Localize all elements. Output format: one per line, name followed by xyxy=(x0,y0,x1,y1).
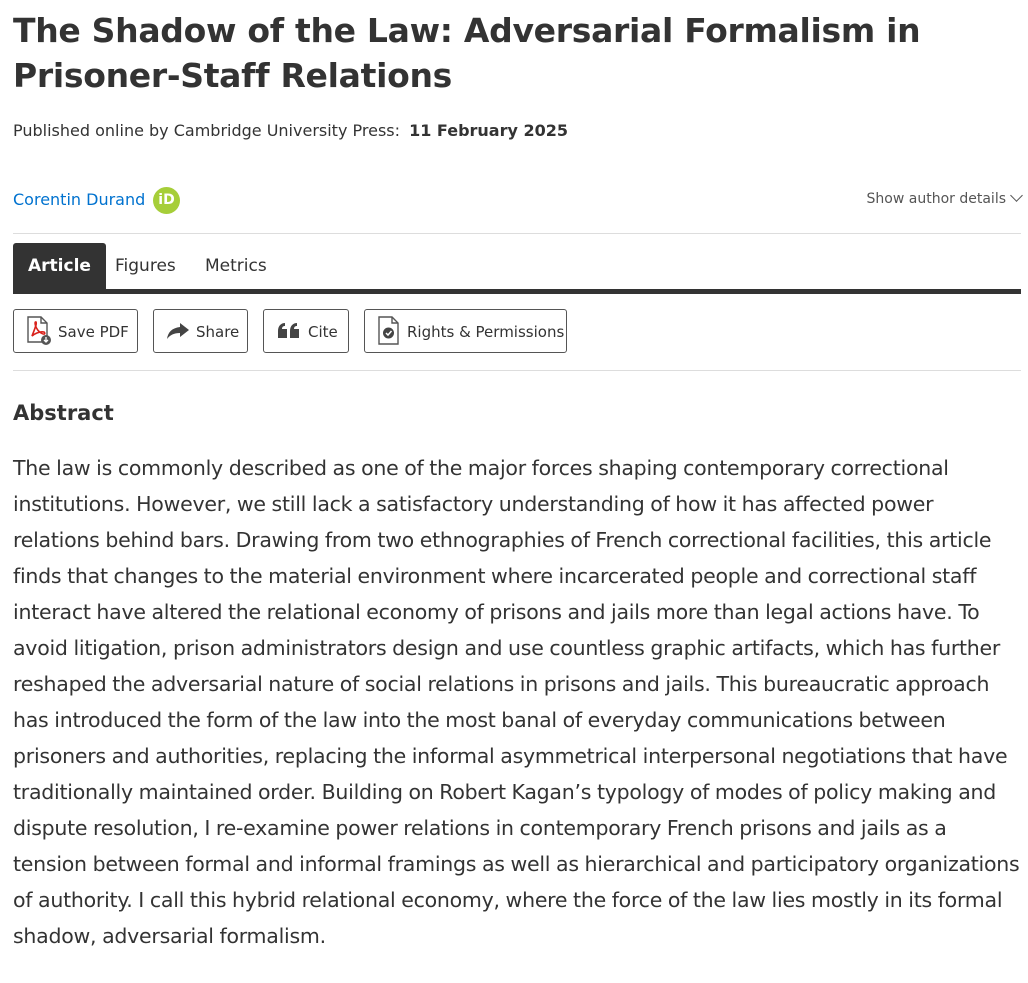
tab-article[interactable]: Article xyxy=(13,243,106,289)
article-tabs xyxy=(13,243,1021,294)
pdf-download-icon xyxy=(26,316,52,346)
show-author-details-toggle[interactable] xyxy=(867,191,1021,207)
share-arrow-icon xyxy=(166,322,190,340)
cite-label: Cite xyxy=(308,323,338,341)
quote-icon xyxy=(276,322,302,340)
chevron-down-icon xyxy=(1010,189,1023,202)
published-date: 11 February 2025 xyxy=(409,121,569,140)
share-label: Share xyxy=(196,323,240,341)
published-label: Published online by Cambridge University Press: xyxy=(13,121,400,140)
orcid-icon[interactable]: iD xyxy=(153,187,180,214)
save-pdf-label: Save PDF xyxy=(58,323,129,341)
rights-label: Rights & Permissions xyxy=(407,323,565,341)
tab-figures[interactable]: Figures xyxy=(115,256,176,276)
article-page xyxy=(13,0,1021,954)
cite-button[interactable] xyxy=(263,309,349,353)
article-title: The Shadow of the Law: Adversarial Formalism in Prisoner-Staff Relations xyxy=(13,11,921,95)
abstract-heading: Abstract xyxy=(13,401,114,425)
document-check-icon xyxy=(377,316,401,346)
author-details-label: Show author details xyxy=(866,191,1006,207)
tab-metrics[interactable]: Metrics xyxy=(205,256,267,276)
save-pdf-button[interactable] xyxy=(13,309,138,353)
author-row xyxy=(13,187,1021,234)
author-link[interactable]: Corentin Durand xyxy=(13,190,146,209)
abstract-text: The law is commonly described as one of the major forces shaping contemporary correctional institutions. However, we still lack a satisfactory understanding of how it has affected power relations behind bars. Drawing from two ethnographies of French correctional facilities, this article finds that changes to the material environment where incarcerated people and correctional staff interact have altered the relational economy of prisons and jails more than legal actions have. To avoid litigation, prison administrators design and use countless graphic artifacts, which has further reshaped the adversarial nature of social relations in prisons and jails. This bureaucratic approach has introduced the form of the law into the most banal of everyday communications between prisoners and authorities, replacing the informal asymmetrical interpersonal negotiations that have traditionally maintained order. Building on Robert Kagan’s typology of modes of policy making and dispute resolution, I re-examine power relations in contemporary French prisons and jails as a tension between formal and informal framings as well as hierarchical and participatory organizations of authority. I call this hybrid relational economy, where the force of the law lies mostly in its formal shadow, adversarial formalism. xyxy=(13,456,1020,948)
rights-permissions-button[interactable] xyxy=(364,309,567,353)
share-button[interactable] xyxy=(153,309,248,353)
article-actions xyxy=(13,309,1021,371)
publication-info xyxy=(13,120,1021,142)
